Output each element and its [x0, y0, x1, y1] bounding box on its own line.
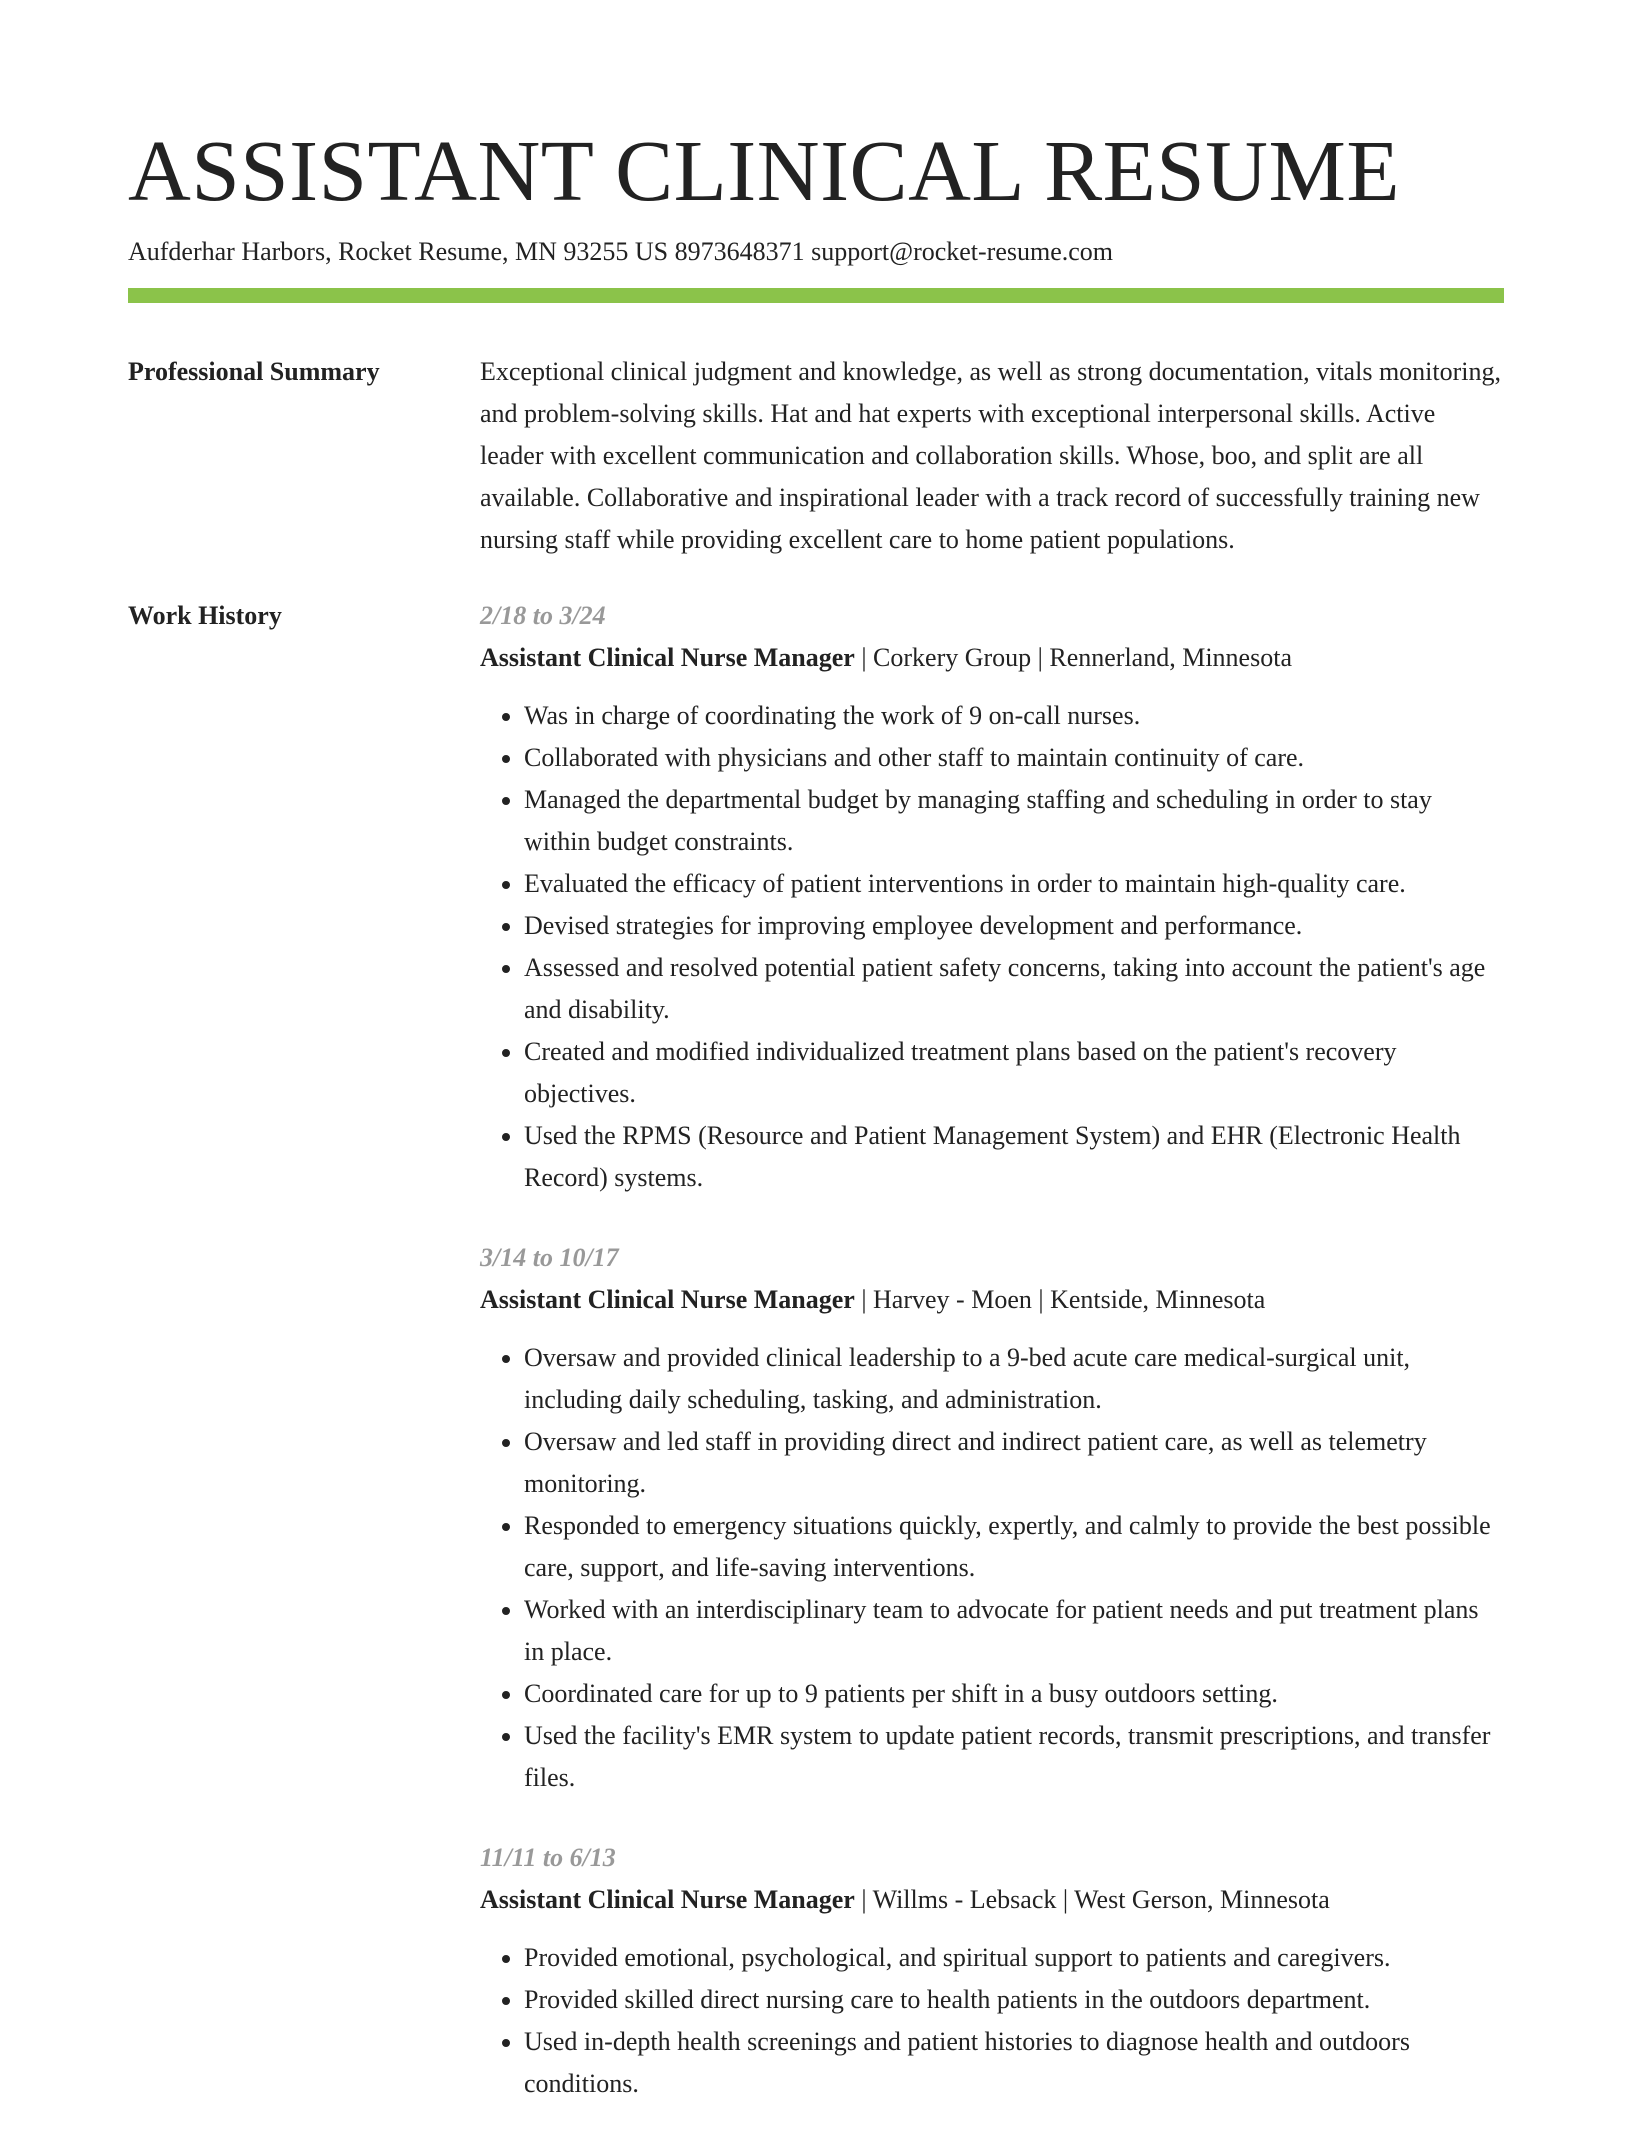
job-dates: 2/18 to 3/24 — [480, 601, 606, 630]
job-duty-item: • Worked with an interdisciplinary team to advocate for patient needs and put treatment plans in place. — [524, 1589, 1504, 1673]
job-company-location: | Harvey - Moen | Kentside, Minnesota — [854, 1285, 1266, 1314]
accent-divider — [128, 288, 1504, 303]
work-history-section — [128, 595, 1504, 2143]
job-duties-list — [480, 1337, 1504, 1799]
job-entry — [480, 595, 1504, 1199]
job-company-location: | Corkery Group | Rennerland, Minnesota — [854, 643, 1292, 672]
job-dates: 3/14 to 10/17 — [480, 1243, 619, 1272]
work-history-heading: Work History — [128, 601, 282, 630]
job-duty-item: • Was in charge of coordinating the work of 9 on-call nurses. — [524, 695, 1504, 737]
work-history-body — [480, 595, 1504, 2143]
job-duty-item: • Devised strategies for improving employee development and performance. — [524, 905, 1504, 947]
job-duty-item: • Used in-depth health screenings and patient histories to diagnose health and outdoors conditions. — [524, 2021, 1504, 2105]
professional-summary-section — [128, 351, 1504, 561]
job-duty-item: • Coordinated care for up to 9 patients per shift in a busy outdoors setting. — [524, 1673, 1504, 1715]
job-company-location: | Willms - Lebsack | West Gerson, Minnesota — [854, 1885, 1330, 1914]
job-duty-item: • Used the facility's EMR system to update patient records, transmit prescriptions, and transfer files. — [524, 1715, 1504, 1799]
job-heading — [480, 1279, 1504, 1321]
job-duty-item: • Collaborated with physicians and other staff to maintain continuity of care. — [524, 737, 1504, 779]
job-duty-item: • Provided skilled direct nursing care to health patients in the outdoors department. — [524, 1979, 1504, 2021]
job-duty-item: • Used the RPMS (Resource and Patient Management System) and EHR (Electronic Health Record) systems. — [524, 1115, 1504, 1199]
job-duty-item: • Responded to emergency situations quickly, expertly, and calmly to provide the best possible care, support, and life-saving interventions. — [524, 1505, 1504, 1589]
job-duty-item: • Provided emotional, psychological, and spiritual support to patients and caregivers. — [524, 1937, 1504, 1979]
contact-info: Aufderhar Harbors, Rocket Resume, MN 93255 US 8973648371 support@rocket-resume.com — [128, 237, 1114, 266]
professional-summary-body — [480, 351, 1504, 561]
resume-title: ASSISTANT CLINICAL RESUME — [128, 122, 1400, 219]
resume-page — [128, 118, 1504, 2143]
job-entry — [480, 1237, 1504, 1799]
job-title: Assistant Clinical Nurse Manager — [480, 643, 855, 672]
professional-summary-heading: Professional Summary — [128, 357, 380, 386]
job-duties-list — [480, 1937, 1504, 2105]
job-entry — [480, 1837, 1504, 2105]
job-duty-item: • Evaluated the efficacy of patient interventions in order to maintain high-quality care. — [524, 863, 1504, 905]
job-duty-item: • Oversaw and led staff in providing direct and indirect patient care, as well as telemetry monitoring. — [524, 1421, 1504, 1505]
job-title: Assistant Clinical Nurse Manager — [480, 1885, 855, 1914]
job-heading — [480, 1879, 1504, 1921]
job-duty-item: • Created and modified individualized treatment plans based on the patient's recovery objectives. — [524, 1031, 1504, 1115]
professional-summary-text: Exceptional clinical judgment and knowledge, as well as strong documentation, vitals monitoring, and problem-solving skills. Hat and hat experts with exceptional interpersonal skills. Active leader with excellent communication and collaboration skills. Whose, boo, and split are all available. Collaborative and inspirational leader with a track record of successfully training new nursing staff while providing excellent care to home patient populations. — [480, 357, 1501, 554]
job-duties-list — [480, 695, 1504, 1199]
job-heading — [480, 637, 1504, 679]
job-title: Assistant Clinical Nurse Manager — [480, 1285, 855, 1314]
job-duty-item: • Oversaw and provided clinical leadership to a 9-bed acute care medical-surgical unit, including daily scheduling, tasking, and administration. — [524, 1337, 1504, 1421]
job-duty-item: • Managed the departmental budget by managing staffing and scheduling in order to stay within budget constraints. — [524, 779, 1504, 863]
job-duty-item: • Assessed and resolved potential patient safety concerns, taking into account the patient's age and disability. — [524, 947, 1504, 1031]
job-dates: 11/11 to 6/13 — [480, 1843, 616, 1872]
